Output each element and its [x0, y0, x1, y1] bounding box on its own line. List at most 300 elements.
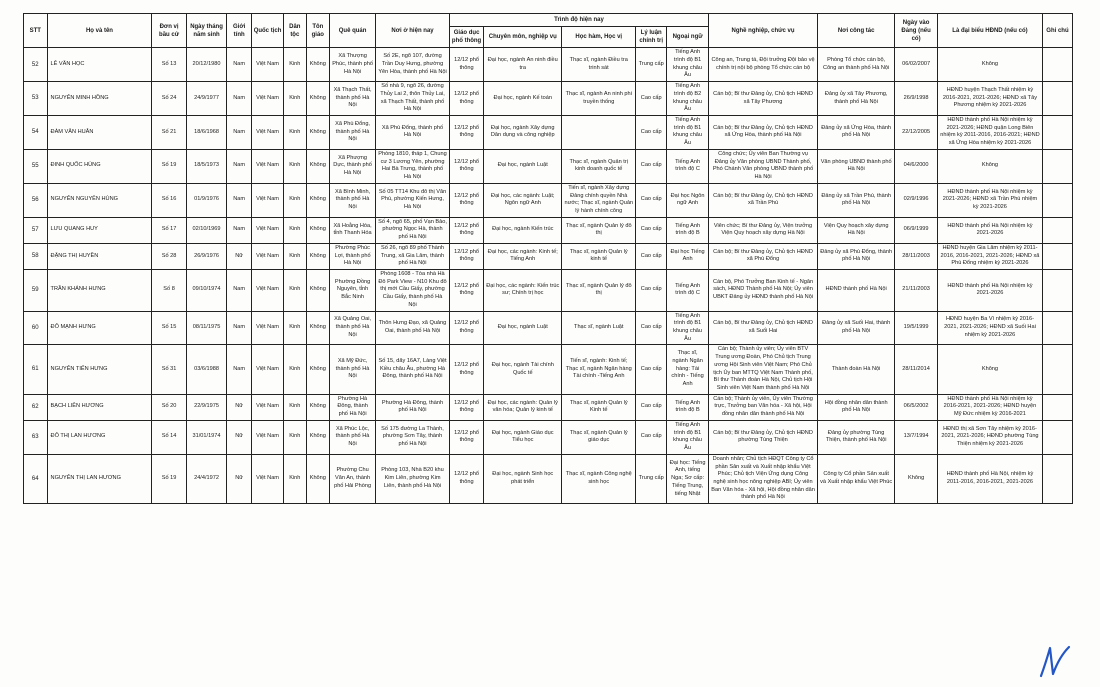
table-cell: 26/9/1998: [895, 82, 938, 116]
table-cell: [1042, 311, 1072, 345]
table-row: [24, 48, 1073, 82]
table-cell: NGUYỄN THỊ LAN HƯƠNG: [47, 454, 152, 503]
table-cell: Nam: [227, 116, 252, 150]
table-cell: Cao cấp: [636, 116, 667, 150]
table-cell: Số 13: [152, 48, 186, 82]
table-cell: HĐND thành phố Hà Nội nhiệm kỳ 2016-2021, 2021-2026; HĐND huyện Mỹ Đức nhiệm kỳ 2016-2021: [938, 394, 1043, 420]
table-cell: Phòng Tổ chức cán bộ, Công an thành phố Hà Nội: [818, 48, 895, 82]
table-cell: Kinh: [284, 217, 306, 243]
table-cell: HĐND huyện Thạch Thất nhiệm kỳ 2016-2021, 2021-2026; HĐND xã Tây Phương nhiệm kỳ 2021-2026: [938, 82, 1043, 116]
table-row: [24, 183, 1073, 217]
table-cell: Đảng ủy xã Phù Đổng, thành phố Hà Nội: [818, 243, 895, 269]
table-cell: Việt Nam: [251, 82, 283, 116]
table-cell: Không: [306, 394, 330, 420]
table-cell: Cao cấp: [636, 149, 667, 183]
table-cell: Tiến sĩ, ngành Xây dựng Đảng chính quyền Nhà nước; Thạc sĩ, ngành Quản lý hành chính công: [562, 183, 636, 217]
table-cell: Số 05 TT14 Khu đô thị Văn Phú, phường Kiến Hưng, Hà Nội: [376, 183, 450, 217]
table-cell: Xã Quảng Oai, thành phố Hà Nội: [330, 311, 376, 345]
table-cell: Đảng ủy phường Tùng Thiện, thành phố Hà Nội: [818, 420, 895, 454]
table-cell: Việt Nam: [251, 345, 283, 394]
table-cell: Nữ: [227, 420, 252, 454]
table-cell: Đại học, các ngành: Luật; Ngôn ngữ Anh: [484, 183, 562, 217]
table-cell: Cao cấp: [636, 217, 667, 243]
table-cell: Không: [306, 243, 330, 269]
table-cell: Không: [306, 454, 330, 503]
table-cell: 59: [24, 269, 48, 311]
table-cell: HĐND thành phố Hà Nội: [818, 269, 895, 311]
header-ho-va-ten: Họ và tên: [47, 14, 152, 48]
table-cell: Đảng ủy xã Ứng Hòa, thành phố Hà Nội: [818, 116, 895, 150]
table-cell: HĐND huyện Ba Vì nhiệm kỳ 2016-2021, 2021-2026; HĐND xã Suối Hai nhiệm kỳ 2021-2026: [938, 311, 1043, 345]
table-cell: Nam: [227, 149, 252, 183]
table-cell: Kinh: [284, 454, 306, 503]
table-cell: Phường Đồng Nguyên, tỉnh Bắc Ninh: [330, 269, 376, 311]
table-cell: Việt Nam: [251, 217, 283, 243]
table-cell: Thạc sĩ, ngành Quản lý giáo dục: [562, 420, 636, 454]
table-cell: Phường Chu Văn An, thành phố Hải Phòng: [330, 454, 376, 503]
table-cell: Nam: [227, 183, 252, 217]
table-cell: [1042, 420, 1072, 454]
table-cell: Kinh: [284, 243, 306, 269]
table-cell: 13/7/1994: [895, 420, 938, 454]
table-cell: Xã Phúc Lộc, thành phố Hà Nội: [330, 420, 376, 454]
table-cell: 24/4/1972: [186, 454, 227, 503]
table-row: [24, 269, 1073, 311]
table-cell: Phòng 1810, tháp 1, Chung cư 3 Lương Yên, phường Hai Bà Trưng, thành phố Hà Nội: [376, 149, 450, 183]
table-cell: 09/10/1974: [186, 269, 227, 311]
table-cell: Công ty Cổ phần Sản xuất và Xuất nhập khẩu Việt Phúc: [818, 454, 895, 503]
table-cell: Nam: [227, 82, 252, 116]
table-cell: 63: [24, 420, 48, 454]
table-cell: ĐÀM VĂN HUÂN: [47, 116, 152, 150]
table-row: [24, 420, 1073, 454]
table-cell: Tiếng Anh trình độ C: [667, 149, 709, 183]
table-cell: ĐỖ MẠNH HƯNG: [47, 311, 152, 345]
table-cell: Không: [938, 48, 1043, 82]
table-cell: Không: [306, 269, 330, 311]
table-cell: Phòng 1608 - Tòa nhà Hà Đô Park View - N10 Khu đô thị mới Cầu Giấy, phường Cầu Giấy, thành phố Hà Nội: [376, 269, 450, 311]
table-cell: LƯU QUANG HUY: [47, 217, 152, 243]
table-cell: [1042, 149, 1072, 183]
table-row: [24, 243, 1073, 269]
table-row: [24, 311, 1073, 345]
table-cell: 26/9/1976: [186, 243, 227, 269]
table-cell: Cán bộ; Bí thư Đảng ủy, Chủ tịch HĐND xã Phù Đổng: [708, 243, 817, 269]
table-cell: Công chức; Ủy viên Ban Thường vụ Đảng ủy Văn phòng UBND Thành phố, Phó Chánh Văn phòng UBND thành phố Hà Nội: [708, 149, 817, 183]
table-cell: Số 15, dãy 16A7, Làng Việt Kiều châu Âu, phường Hà Đông, thành phố Hà Nội: [376, 345, 450, 394]
table-cell: Đại học Ngôn ngữ Anh: [667, 183, 709, 217]
header-gioi-tinh: Giới tính: [227, 14, 252, 48]
table-cell: LÊ VĂN HỌC: [47, 48, 152, 82]
table-cell: [1042, 394, 1072, 420]
table-cell: Cán bộ, Bí thư Đảng ủy, Chủ tịch HĐND xã Suối Hai: [708, 311, 817, 345]
table-cell: 12/12 phổ thông: [449, 454, 483, 503]
table-cell: 53: [24, 82, 48, 116]
header-ly-luan-chinh-tri: Lý luận chính trị: [636, 27, 667, 48]
table-cell: Đảng ủy xã Tây Phương, thành phố Hà Nội: [818, 82, 895, 116]
table-cell: Đại học, các ngành: Kinh tế; Tiếng Anh: [484, 243, 562, 269]
signature-mark: [1038, 645, 1072, 679]
table-cell: Thành đoàn Hà Nội: [818, 345, 895, 394]
table-cell: 12/12 phổ thông: [449, 420, 483, 454]
table-cell: 12/12 phổ thông: [449, 394, 483, 420]
table-cell: Nữ: [227, 454, 252, 503]
table-cell: 06/5/2002: [895, 394, 938, 420]
table-cell: 22/12/2005: [895, 116, 938, 150]
table-cell: Số 24: [152, 82, 186, 116]
header-hoc-ham-hoc-vi: Học hàm, Học vị: [562, 27, 636, 48]
header-ghi-chu: Ghi chú: [1042, 14, 1072, 48]
table-cell: Việt Nam: [251, 454, 283, 503]
table-cell: Cán bộ; Bí thư Đảng ủy, Chủ tịch HĐND xã Tây Phương: [708, 82, 817, 116]
table-cell: Cán bộ; Thành ủy viên, Ủy viên Thường trực, Trưởng ban Văn hóa - Xã hội, Hội đồng nhân dân thành phố Hà Nội: [708, 394, 817, 420]
table-cell: Công an, Trung tá, Đội trưởng Đội bảo vệ chính trị nội bộ phòng Tổ chức cán bộ: [708, 48, 817, 82]
table-cell: Văn phòng UBND thành phố Hà Nội: [818, 149, 895, 183]
table-cell: 12/12 phổ thông: [449, 243, 483, 269]
table-cell: Kinh: [284, 116, 306, 150]
table-cell: Thạc sĩ, ngành An ninh phi truyền thống: [562, 82, 636, 116]
table-cell: Xã Phượng Dực, thành phố Hà Nội: [330, 149, 376, 183]
table-cell: Tiếng Anh trình độ B1 khung châu Âu: [667, 311, 709, 345]
table-cell: Nam: [227, 345, 252, 394]
table-cell: Đại học, ngành Kế toán: [484, 82, 562, 116]
table-cell: Kinh: [284, 394, 306, 420]
table-cell: Số 20: [152, 394, 186, 420]
table-cell: Kinh: [284, 311, 306, 345]
header-que-quan: Quê quán: [330, 14, 376, 48]
header-ngay-vao-dang: Ngày vào Đảng (nếu có): [895, 14, 938, 48]
table-cell: Không: [895, 454, 938, 503]
table-cell: Phường Hà Đông, thành phố Hà Nội: [376, 394, 450, 420]
table-cell: 18/5/1973: [186, 149, 227, 183]
table-cell: 12/12 phổ thông: [449, 217, 483, 243]
table-cell: Thạc sĩ, ngành Ngân hàng: Tài chính - Tiếng Anh: [667, 345, 709, 394]
table-cell: [1042, 454, 1072, 503]
table-row: [24, 394, 1073, 420]
table-cell: NGUYỄN TIẾN HƯNG: [47, 345, 152, 394]
table-cell: 57: [24, 217, 48, 243]
table-cell: 62: [24, 394, 48, 420]
table-cell: Số 31: [152, 345, 186, 394]
table-cell: BẠCH LIÊN HƯƠNG: [47, 394, 152, 420]
header-la-dai-bieu: Là đại biểu HĐND (nếu có): [938, 14, 1043, 48]
table-cell: Số nhà 9, ngõ 26, đường Thủy Lai 2, thôn Thủy Lai, xã Thạch Thất, thành phố Hà Nội: [376, 82, 450, 116]
table-cell: Cán bộ, Phó Trưởng Ban Kinh tế - Ngân sách, HĐND Thành phố Hà Nội; Ủy viên UBKT Đảng ủy HĐND thành phố Hà Nội: [708, 269, 817, 311]
table-cell: Kinh: [284, 269, 306, 311]
signature-n-icon: [1038, 645, 1072, 679]
table-cell: 31/01/1974: [186, 420, 227, 454]
table-cell: Việt Nam: [251, 394, 283, 420]
table-cell: Không: [938, 149, 1043, 183]
table-cell: Đảng ủy xã Trần Phú, thành phố Hà Nội: [818, 183, 895, 217]
table-cell: 03/6/1988: [186, 345, 227, 394]
table-cell: Phòng 103, Nhà B20 khu Kim Liên, phường Kim Liên, thành phố Hà Nội: [376, 454, 450, 503]
table-cell: HĐND thành phố Hà Nội nhiệm kỳ 2021-2026: [938, 269, 1043, 311]
table-cell: NGUYỄN MINH HỒNG: [47, 82, 152, 116]
table-cell: Xã Hoằng Hóa, tỉnh Thanh Hóa: [330, 217, 376, 243]
table-cell: Đại học: Tiếng Anh, tiếng Nga; Sơ cấp: Tiếng Trung, tiếng Nhật: [667, 454, 709, 503]
table-cell: Không: [306, 345, 330, 394]
table-cell: [1042, 345, 1072, 394]
table-cell: Nam: [227, 48, 252, 82]
table-cell: 54: [24, 116, 48, 150]
table-cell: Thôn Hưng Đạo, xã Quảng Oai, thành phố Hà Nội: [376, 311, 450, 345]
table-cell: Đại học, các ngành: Kiến trúc sư; Chính trị học: [484, 269, 562, 311]
table-cell: Cao cấp: [636, 420, 667, 454]
table-cell: Tiếng Anh trình độ B: [667, 394, 709, 420]
table-cell: Nam: [227, 311, 252, 345]
table-cell: Trung cấp: [636, 454, 667, 503]
table-cell: Đại học, ngành Tài chính Quốc tế: [484, 345, 562, 394]
table-cell: 06/02/2007: [895, 48, 938, 82]
table-cell: Cao cấp: [636, 345, 667, 394]
table-cell: Kinh: [284, 48, 306, 82]
table-cell: Đại học, ngành Kiến trúc: [484, 217, 562, 243]
table-cell: Không: [306, 311, 330, 345]
table-cell: 01/9/1976: [186, 183, 227, 217]
table-cell: Hội đồng nhân dân thành phố Hà Nội: [818, 394, 895, 420]
header-ton-giao: Tôn giáo: [306, 14, 330, 48]
table-cell: Viên chức; Bí thư Đảng ủy, Viện trưởng Viện Quy hoạch xây dựng Hà Nội: [708, 217, 817, 243]
table-cell: Đại học, ngành Luật: [484, 149, 562, 183]
table-cell: Kinh: [284, 420, 306, 454]
table-cell: HĐND thành phố Hà Nội, nhiệm kỳ 2011-2016, 2016-2021, 2021-2026: [938, 454, 1043, 503]
table-cell: Cán bộ; Bí thư Đảng ủy, Chủ tịch HĐND xã Trần Phú: [708, 183, 817, 217]
table-cell: Phường Phúc Lợi, thành phố Hà Nội: [330, 243, 376, 269]
table-cell: [1042, 217, 1072, 243]
table-cell: Số 4, ngõ 65, phố Vạn Bảo, phường Ngọc Hà, thành phố Hà Nội: [376, 217, 450, 243]
table-body: [24, 48, 1073, 504]
table-cell: Cán bộ; Thành ủy viên; Ủy viên BTV Trung ương Đoàn, Phó Chủ tịch Trung ương Hội Sinh viên Việt Nam; Phó Chủ tịch Ủy ban MTTQ Việt Nam Thành phố, Bí thư Thành đoàn Hà Nội, Chủ tịch Hội Sinh viên Việt Nam thành phố Hà Nội: [708, 345, 817, 394]
table-cell: 02/9/1996: [895, 183, 938, 217]
table-cell: ĐỖ THỊ LAN HƯƠNG: [47, 420, 152, 454]
header-group-trinh-do: Trình độ hiện nay: [449, 14, 708, 27]
table-cell: 12/12 phổ thông: [449, 345, 483, 394]
table-cell: Việt Nam: [251, 116, 283, 150]
table-cell: Đại học, ngành Giáo dục Tiểu học: [484, 420, 562, 454]
table-cell: [1042, 269, 1072, 311]
table-cell: HĐND thành phố Hà Nội nhiệm kỳ 2021-2026; HĐND quận Long Biên nhiệm kỳ 2011-2016, 2016-2021; HĐND xã Ứng Hòa nhiệm kỳ 2021-2026: [938, 116, 1043, 150]
table-cell: Đại học, ngành Xây dựng Dân dụng và công nghiệp: [484, 116, 562, 150]
table-cell: Việt Nam: [251, 183, 283, 217]
table-cell: Xã Phù Đổng, thành phố Hà Nội: [330, 116, 376, 150]
table-cell: Không: [306, 116, 330, 150]
table-cell: Số 26, ngõ 89 phố Thành Trung, xã Gia Lâm, thành phố Hà Nội: [376, 243, 450, 269]
table-cell: Kinh: [284, 345, 306, 394]
table-cell: Xã Phù Đổng, thành phố Hà Nội: [376, 116, 450, 150]
table-cell: Số 175 đường La Thành, phường Sơn Tây, thành phố Hà Nội: [376, 420, 450, 454]
table-cell: Cao cấp: [636, 82, 667, 116]
table-cell: Không: [306, 149, 330, 183]
table-cell: Cán bộ; Bí thư Đảng ủy, Chủ tịch HĐND xã Ứng Hòa, thành phố Hà Nội: [708, 116, 817, 150]
table-cell: Số 16: [152, 183, 186, 217]
table-cell: [1042, 243, 1072, 269]
header-noi-cong-tac: Nơi công tác: [818, 14, 895, 48]
table-cell: Đại học, ngành An ninh điều tra: [484, 48, 562, 82]
table-cell: Xã Thạch Thất, thành phố Hà Nội: [330, 82, 376, 116]
table-cell: Tiếng Anh trình độ B1 khung châu Âu: [667, 420, 709, 454]
header-dan-toc: Dân tộc: [284, 14, 306, 48]
table-row: [24, 454, 1073, 503]
table-cell: Tiến sĩ, ngành: Kinh tế; Thạc sĩ, ngành Ngân hàng Tài chính -Tiếng Anh: [562, 345, 636, 394]
candidate-table: [23, 13, 1073, 504]
table-cell: Cao cấp: [636, 269, 667, 311]
table-cell: Việt Nam: [251, 149, 283, 183]
table-cell: Số 17: [152, 217, 186, 243]
header-ngay-sinh: Ngày tháng năm sinh: [186, 14, 227, 48]
table-cell: HĐND thị xã Sơn Tây nhiệm kỳ 2016-2021, 2021-2026; HĐND phường Tùng Thiện nhiệm kỳ 2021-2026: [938, 420, 1043, 454]
table-cell: Cao cấp: [636, 311, 667, 345]
table-cell: HĐND thành phố Hà Nội nhiệm kỳ 2021-2026: [938, 217, 1043, 243]
table-cell: 12/12 phổ thông: [449, 311, 483, 345]
table-cell: Không: [306, 217, 330, 243]
table-cell: Đại học Tiếng Anh: [667, 243, 709, 269]
table-cell: 64: [24, 454, 48, 503]
table-cell: 22/9/1975: [186, 394, 227, 420]
candidate-table-container: [23, 13, 1073, 504]
table-cell: Việt Nam: [251, 48, 283, 82]
table-cell: HĐND huyện Gia Lâm nhiệm kỳ 2011-2016, 2016-2021, 2021-2026; HĐND xã Phù Đổng nhiệm kỳ 2021-2026: [938, 243, 1043, 269]
table-cell: ĐINH QUỐC HÙNG: [47, 149, 152, 183]
table-cell: 12/12 phổ thông: [449, 183, 483, 217]
table-cell: Cao cấp: [636, 394, 667, 420]
table-cell: 20/12/1980: [186, 48, 227, 82]
table-cell: [1042, 116, 1072, 150]
table-cell: Kinh: [284, 149, 306, 183]
table-cell: Cao cấp: [636, 183, 667, 217]
table-cell: [562, 116, 636, 150]
table-cell: 21/11/2003: [895, 269, 938, 311]
table-cell: Số 19: [152, 149, 186, 183]
table-cell: 28/11/2003: [895, 243, 938, 269]
table-cell: Cao cấp: [636, 243, 667, 269]
table-cell: 08/11/1975: [186, 311, 227, 345]
table-cell: 02/10/1969: [186, 217, 227, 243]
table-cell: 12/12 phổ thông: [449, 116, 483, 150]
table-cell: 61: [24, 345, 48, 394]
table-row: [24, 149, 1073, 183]
table-cell: 12/12 phổ thông: [449, 82, 483, 116]
table-cell: Việt Nam: [251, 243, 283, 269]
table-cell: Tiếng Anh trình độ B1 khung châu Âu: [667, 116, 709, 150]
table-cell: 04/6/2000: [895, 149, 938, 183]
table-cell: Việt Nam: [251, 311, 283, 345]
table-cell: Nam: [227, 217, 252, 243]
table-cell: Số 15: [152, 311, 186, 345]
table-cell: Thạc sĩ, ngành Quản trị kinh doanh quốc tế: [562, 149, 636, 183]
table-cell: Số 28: [152, 243, 186, 269]
table-cell: HĐND thành phố Hà Nội nhiệm kỳ 2021-2026; HĐND xã Trần Phú nhiệm kỳ 2021-2026: [938, 183, 1043, 217]
header-ngoai-ngu: Ngoại ngữ: [667, 27, 709, 48]
table-cell: TRẦN KHÁNH HƯNG: [47, 269, 152, 311]
table-cell: 56: [24, 183, 48, 217]
table-cell: Không: [306, 48, 330, 82]
table-row: [24, 217, 1073, 243]
header-nghe-nghiep: Nghề nghiệp, chức vụ: [708, 14, 817, 48]
table-cell: Trung cấp: [636, 48, 667, 82]
table-cell: 18/6/1968: [186, 116, 227, 150]
table-cell: Thạc sĩ, ngành Luật: [562, 311, 636, 345]
table-cell: Không: [306, 82, 330, 116]
table-cell: Tiếng Anh trình độ C: [667, 269, 709, 311]
header-don-vi-bau-cu: Đơn vị bầu cử: [152, 14, 186, 48]
table-cell: Không: [306, 420, 330, 454]
table-cell: Số 21: [152, 116, 186, 150]
table-cell: [1042, 82, 1072, 116]
header-chuyen-mon: Chuyên môn, nghiệp vụ: [484, 27, 562, 48]
table-cell: Tiếng Anh trình độ B2 khung châu Âu: [667, 82, 709, 116]
table-cell: Thạc sĩ, ngành Quản lý Kinh tế: [562, 394, 636, 420]
header-stt: STT: [24, 14, 48, 48]
table-row: [24, 82, 1073, 116]
table-cell: Kinh: [284, 183, 306, 217]
table-cell: Kinh: [284, 82, 306, 116]
table-cell: Nữ: [227, 243, 252, 269]
table-cell: [1042, 183, 1072, 217]
table-cell: 60: [24, 311, 48, 345]
table-cell: 58: [24, 243, 48, 269]
table-cell: 55: [24, 149, 48, 183]
table-row: [24, 345, 1073, 394]
table-cell: Thạc sĩ, ngành Quản lý kinh tế: [562, 243, 636, 269]
header-noi-o-hien-nay: Nơi ở hiện nay: [376, 14, 450, 48]
table-cell: 12/12 phổ thông: [449, 149, 483, 183]
table-cell: Số 8: [152, 269, 186, 311]
table-cell: Việt Nam: [251, 420, 283, 454]
table-cell: Cán bộ; Bí thư Đảng ủy, Chủ tịch HĐND phường Tùng Thiện: [708, 420, 817, 454]
table-cell: 28/11/2014: [895, 345, 938, 394]
table-cell: Không: [306, 183, 330, 217]
table-cell: Đại học, ngành Sinh học phát triển: [484, 454, 562, 503]
table-cell: Việt Nam: [251, 269, 283, 311]
table-cell: 52: [24, 48, 48, 82]
table-cell: [1042, 48, 1072, 82]
table-cell: Đại học, các ngành: Quản lý văn hóa; Quản lý kinh tế: [484, 394, 562, 420]
table-row: [24, 116, 1073, 150]
table-cell: Xã Thượng Phúc, thành phố Hà Nội: [330, 48, 376, 82]
table-cell: Tiếng Anh trình độ B1 khung châu Âu: [667, 48, 709, 82]
table-cell: ĐẶNG THỊ HUYỀN: [47, 243, 152, 269]
header-giao-duc-pho-thong: Giáo dục phổ thông: [449, 27, 483, 48]
table-header: [24, 14, 1073, 48]
table-cell: Xã Mỹ Đức, thành phố Hà Nội: [330, 345, 376, 394]
table-cell: Phường Hà Đông, thành phố Hà Nội: [330, 394, 376, 420]
table-cell: 12/12 phổ thông: [449, 48, 483, 82]
table-cell: Thạc sĩ, ngành Công nghệ sinh học: [562, 454, 636, 503]
table-cell: 24/9/1977: [186, 82, 227, 116]
table-cell: Thạc sĩ, ngành Điều tra trinh sát: [562, 48, 636, 82]
table-cell: Số 19: [152, 454, 186, 503]
table-cell: Đảng ủy xã Suối Hai, thành phố Hà Nội: [818, 311, 895, 345]
table-cell: Thạc sĩ, ngành Quản lý đô thị: [562, 269, 636, 311]
table-cell: Không: [938, 345, 1043, 394]
table-cell: Doanh nhân; Chủ tịch HĐQT Công ty Cổ phần Sản xuất và Xuất nhập khẩu Việt Phúc; Chủ tịch Viện Ứng dụng Công nghệ sinh học nông nghiệp ABI; Ủy viên Ban Văn hóa - Xã hội, Hội đồng nhân dân thành phố Hà Nội: [708, 454, 817, 503]
table-cell: Tiếng Anh trình độ B: [667, 217, 709, 243]
table-cell: Nữ: [227, 394, 252, 420]
table-cell: Đại học, ngành Luật: [484, 311, 562, 345]
table-cell: Số 14: [152, 420, 186, 454]
table-cell: Viện Quy hoạch xây dựng Hà Nội: [818, 217, 895, 243]
table-cell: Xã Bình Minh, thành phố Hà Nội: [330, 183, 376, 217]
table-cell: 12/12 phổ thông: [449, 269, 483, 311]
table-cell: Nam: [227, 269, 252, 311]
table-cell: Số 2E, ngõ 107, đường Trần Duy Hưng, phường Yên Hòa, thành phố Hà Nội: [376, 48, 450, 82]
table-cell: 06/9/1999: [895, 217, 938, 243]
table-cell: NGUYỄN NGUYÊN HÙNG: [47, 183, 152, 217]
header-quoc-tich: Quốc tịch: [251, 14, 283, 48]
table-cell: 19/5/1999: [895, 311, 938, 345]
table-cell: Thạc sĩ, ngành Quản lý đô thị: [562, 217, 636, 243]
